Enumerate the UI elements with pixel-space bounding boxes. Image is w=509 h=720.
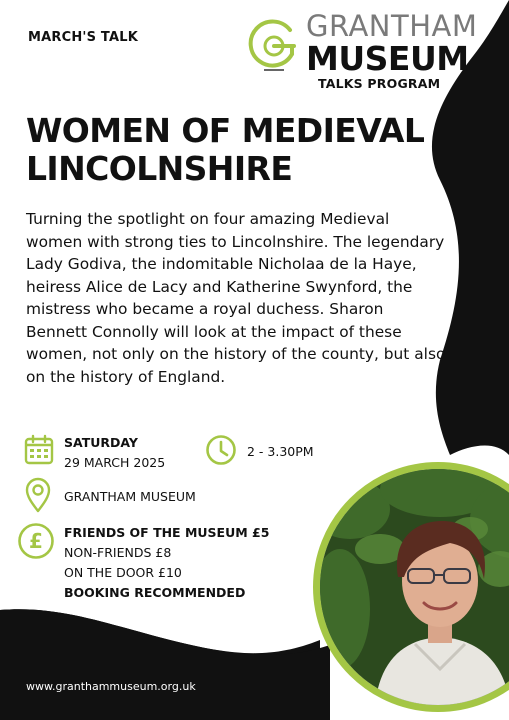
svg-text:£: £ [29, 529, 43, 553]
clock-icon [205, 434, 237, 466]
price-on-door: ON THE DOOR £10 [64, 565, 182, 580]
website-link[interactable]: www.granthammuseum.org.uk [26, 680, 196, 693]
talk-month-label: MARCH'S TALK [28, 30, 138, 45]
logo-mark-icon [244, 16, 302, 76]
event-date: 29 MARCH 2025 [64, 455, 166, 470]
location-pin-icon [23, 476, 53, 514]
logo-subtitle: TALKS PROGRAM [318, 76, 441, 91]
booking-note: BOOKING RECOMMENDED [64, 585, 246, 600]
page-title: WOMEN OF MEDIEVAL LINCOLNSHIRE [26, 111, 425, 188]
price-friends: FRIENDS OF THE MUSEUM £5 [64, 525, 270, 540]
calendar-icon [23, 434, 55, 466]
event-time: 2 - 3.30PM [247, 444, 314, 459]
event-day: SATURDAY [64, 435, 138, 450]
event-venue: GRANTHAM MUSEUM [64, 489, 196, 504]
logo-wordmark-top: GRANTHAM [306, 9, 478, 43]
price-non-friends: NON-FRIENDS £8 [64, 545, 172, 560]
talk-description: Turning the spotlight on four amazing Medieval women with strong ties to Lincolnshire. The legendary Lady Godiva, the indomitable Nicholaa de la Haye, heiress Alice de Lacy and Katherine Swynford, the mistress who became a royal duchess. Sharon Bennett Connolly will look at the impact of these women, not only on the history of the county, but also on the history of England. [26, 210, 446, 386]
pound-icon [17, 522, 55, 560]
logo-wordmark-main: MUSEUM [306, 39, 469, 78]
